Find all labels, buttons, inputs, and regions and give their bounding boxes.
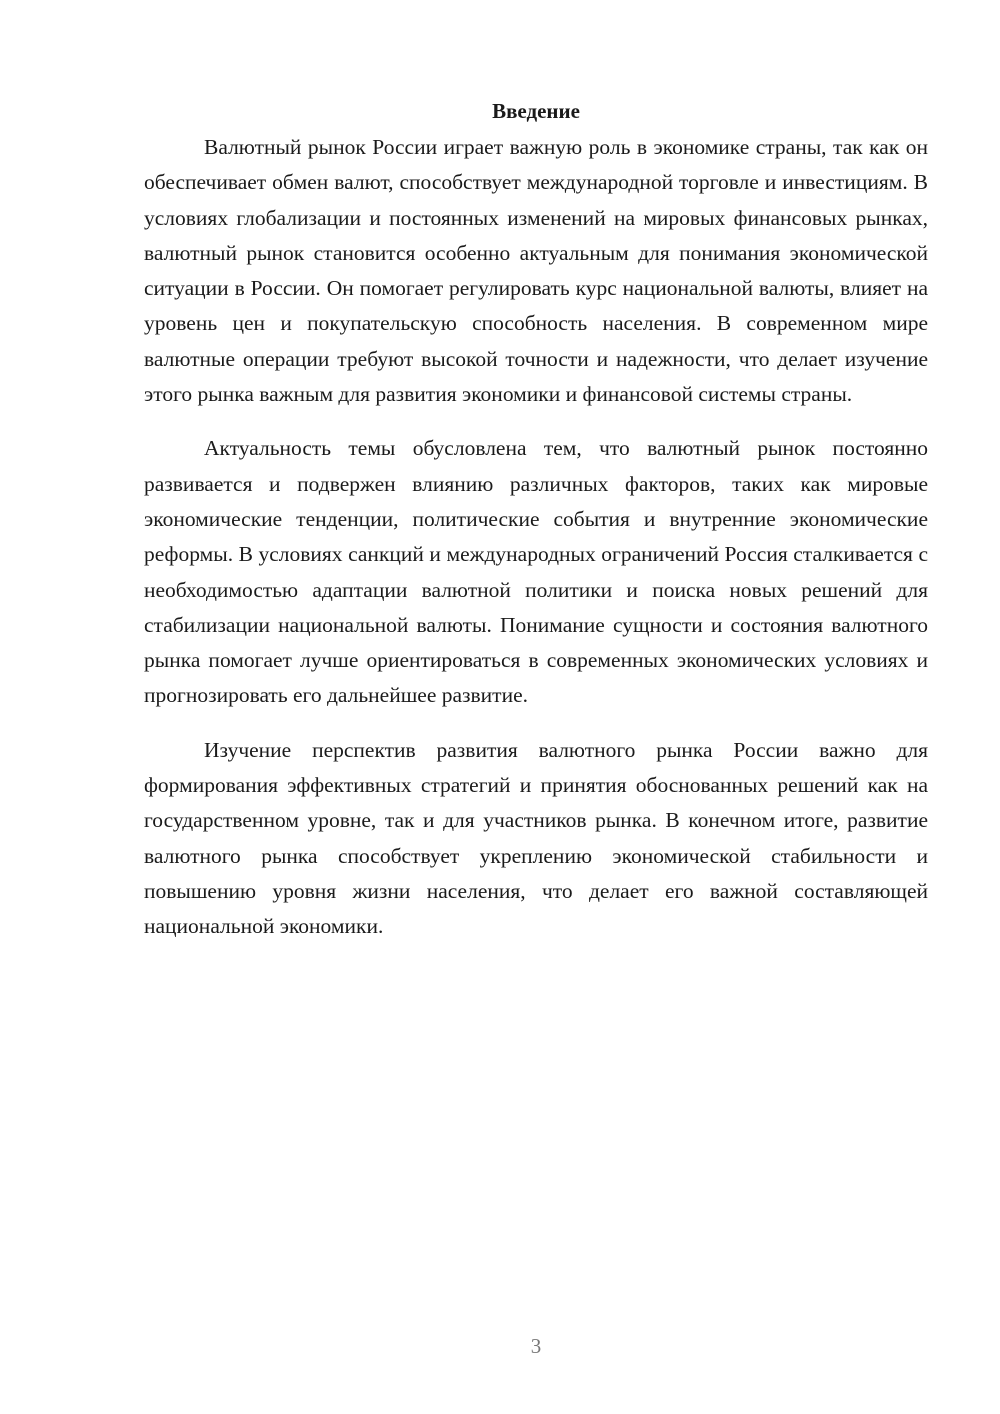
paragraph-3: Изучение перспектив развития валютного рынка России важно для формирования эффективных стратегий и принятия обоснованных решений как на государственном уровне, так и для участников рынка. В конечном итоге, развитие валютного рынка способствует укреплению экономической стабильности и повышению уровня жизни населения, что делает его важной составляющей национальной экономики. bbox=[144, 737, 928, 939]
page-number: 3 bbox=[530, 1334, 542, 1358]
paragraph-2: Актуальность темы обусловлена тем, что валютный рынок постоянно развивается и подвержен влиянию различных факторов, таких как мировые экономические тенденции, политические события и внутренние экономические реформы. В условиях санкций и международных ограничений Россия сталкивается с необходимостью адаптации валютной политики и поиска новых решений для стабилизации национальной валюты. Понимание сущности и состояния валютного рынка помогает лучше ориентироваться в современных экономических условиях и прогнозировать его дальнейшее развитие. bbox=[144, 436, 928, 708]
section-title: Введение bbox=[492, 99, 580, 123]
page-content bbox=[144, 94, 928, 964]
paragraph-1: Валютный рынок России играет важную роль в экономике страны, так как он обеспечивает обмен валют, способствует международной торговле и инвестициям. В условиях глобализации и постоянных изменений на мировых финансовых рынках, валютный рынок становится особенно актуальным для понимания экономической ситуации в России. Он помогает регулировать курс национальной валюты, влияет на уровень цен и покупательскую способность населения. В современном мире валютные операции требуют высокой точности и надежности, что делает изучение этого рынка важным для развития экономики и финансовой системы страны. bbox=[144, 135, 928, 407]
